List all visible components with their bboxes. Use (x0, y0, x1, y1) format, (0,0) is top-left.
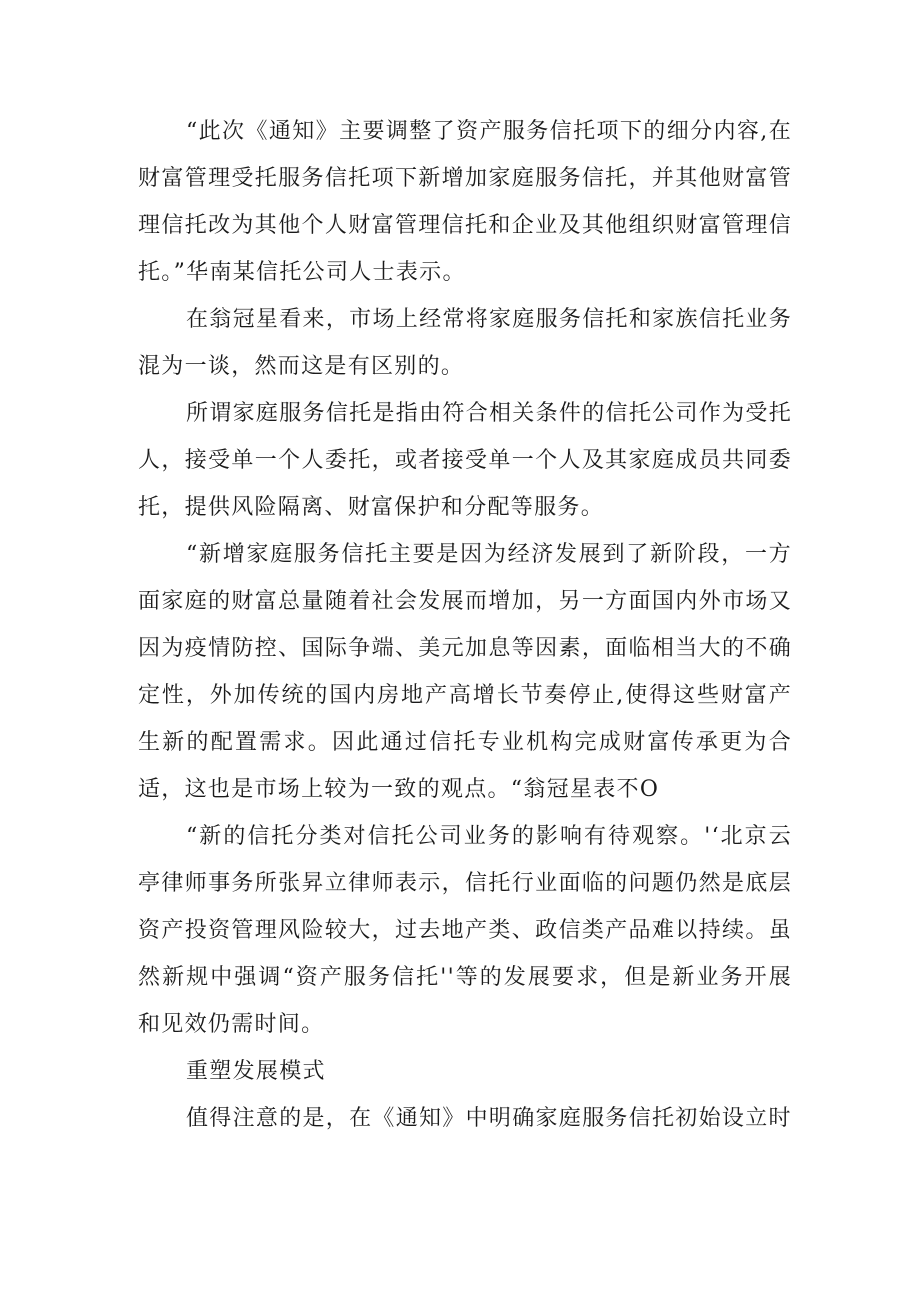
paragraph-1: “此次《通知》主要调整了资产服务信托项下的细分内容,在财富管理受托服务信托项下新增加家庭服务信托，并其他财富管理信托改为其他个人财富管理信托和企业及其他组织财富管理信托。”华南某信托公司人士表示。 (138, 119, 792, 285)
paragraph-4: “新增家庭服务信托主要是因为经济发展到了新阶段，一方面家庭的财富总量随着社会发展而增加，另一方面国内外市场又因为疫情防控、国际争端、美元加息等因素，面临相当大的不确定性，外加传统的国内房地产高增长节奏停止,使得这些财富产生新的配置需求。因此通过信托专业机构完成财富传承更为合适，这也是市场上较为一致的观点。“翁冠星表不O (138, 542, 792, 802)
paragraph-6: 值得注意的是，在《通知》中明确家庭服务信托初始设立时 (186, 1106, 792, 1131)
paragraph-2: 在翁冠星看来，市场上经常将家庭服务信托和家族信托业务混为一谈，然而这是有区别的。 (138, 307, 792, 379)
document-body (138, 108, 792, 1142)
section-heading: 重塑发展模式 (186, 1059, 326, 1084)
paragraph-3: 所谓家庭服务信托是指由符合相关条件的信托公司作为受托人，接受单一个人委托，或者接受单一个人及其家庭成员共同委托，提供风险隔离、财富保护和分配等服务。 (138, 401, 792, 520)
paragraph-5: “新的信托分类对信托公司业务的影响有待观察。'‘北京云亭律师事务所张昇立律师表示，信托行业面临的问题仍然是底层资产投资管理风险较大，过去地产类、政信类产品难以持续。虽然新规中强调“资产服务信托''等的发展要求，但是新业务开展和见效仍需时间。 (138, 824, 792, 1037)
